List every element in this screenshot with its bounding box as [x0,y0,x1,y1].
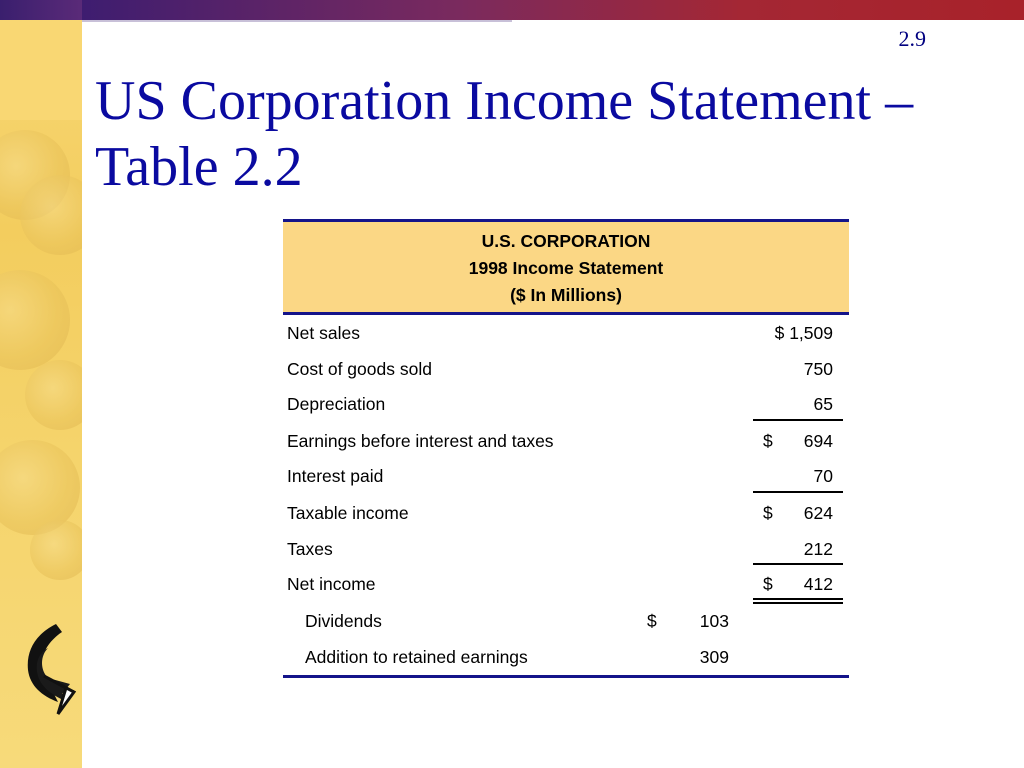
row-label-ebit: Earnings before interest and taxes [287,431,554,451]
table-body [283,315,849,678]
row-value-taxes: 212 [803,539,833,559]
row-value-retained-earnings: 309 [699,647,729,667]
row-value-net-income: 412 [803,574,833,594]
title-line-2: Table 2.2 [95,136,303,198]
row-label-depreciation: Depreciation [287,394,386,414]
double-rule-bottom [753,602,843,604]
row-dollar-dividends: $ [647,611,657,631]
row-value-interest-paid: 70 [813,466,833,486]
row-label-net-income: Net income [287,574,376,594]
top-banner-underline [82,20,512,22]
title-line-1: US Corporation Income Statement – [95,70,914,132]
row-value-ebit: 694 [803,431,833,451]
header-company: U.S. CORPORATION [481,231,651,251]
header-units: ($ In Millions) [510,285,622,305]
row-value-taxable-income: 624 [803,503,833,523]
row-dollar-taxable-income: $ [763,503,773,523]
header-statement: 1998 Income Statement [468,258,664,278]
row-value-cost-of-goods: 750 [803,359,833,379]
row-label-dividends: Dividends [305,611,382,631]
row-label-net-sales: Net sales [287,323,360,343]
coin-image [30,520,82,580]
double-rule-top [753,598,843,600]
row-dollar-ebit: $ [763,431,773,451]
row-value-depreciation: 65 [813,394,833,414]
row-value-net-sales: $ 1,509 [774,323,833,343]
slide-title [95,68,1005,200]
row-label-retained-earnings: Addition to retained earnings [305,647,528,667]
subtotal-rule [753,491,843,493]
strip-top-cap [0,0,82,20]
row-label-taxable-income: Taxable income [287,503,409,523]
strip-upper-band [0,20,82,120]
subtotal-rule [753,563,843,565]
coin-image [25,360,82,430]
row-value-dividends: 103 [699,611,729,631]
publisher-logo-icon [18,620,76,720]
top-banner-bar [82,0,1024,20]
subtotal-rule [753,419,843,421]
row-label-taxes: Taxes [287,539,333,559]
row-dollar-net-income: $ [763,574,773,594]
coin-image [0,270,70,370]
table-header [283,219,849,315]
row-label-interest-paid: Interest paid [287,466,384,486]
page-number: 2.9 [898,26,926,51]
row-label-cost-of-goods: Cost of goods sold [287,359,432,379]
income-statement-table [283,219,849,678]
